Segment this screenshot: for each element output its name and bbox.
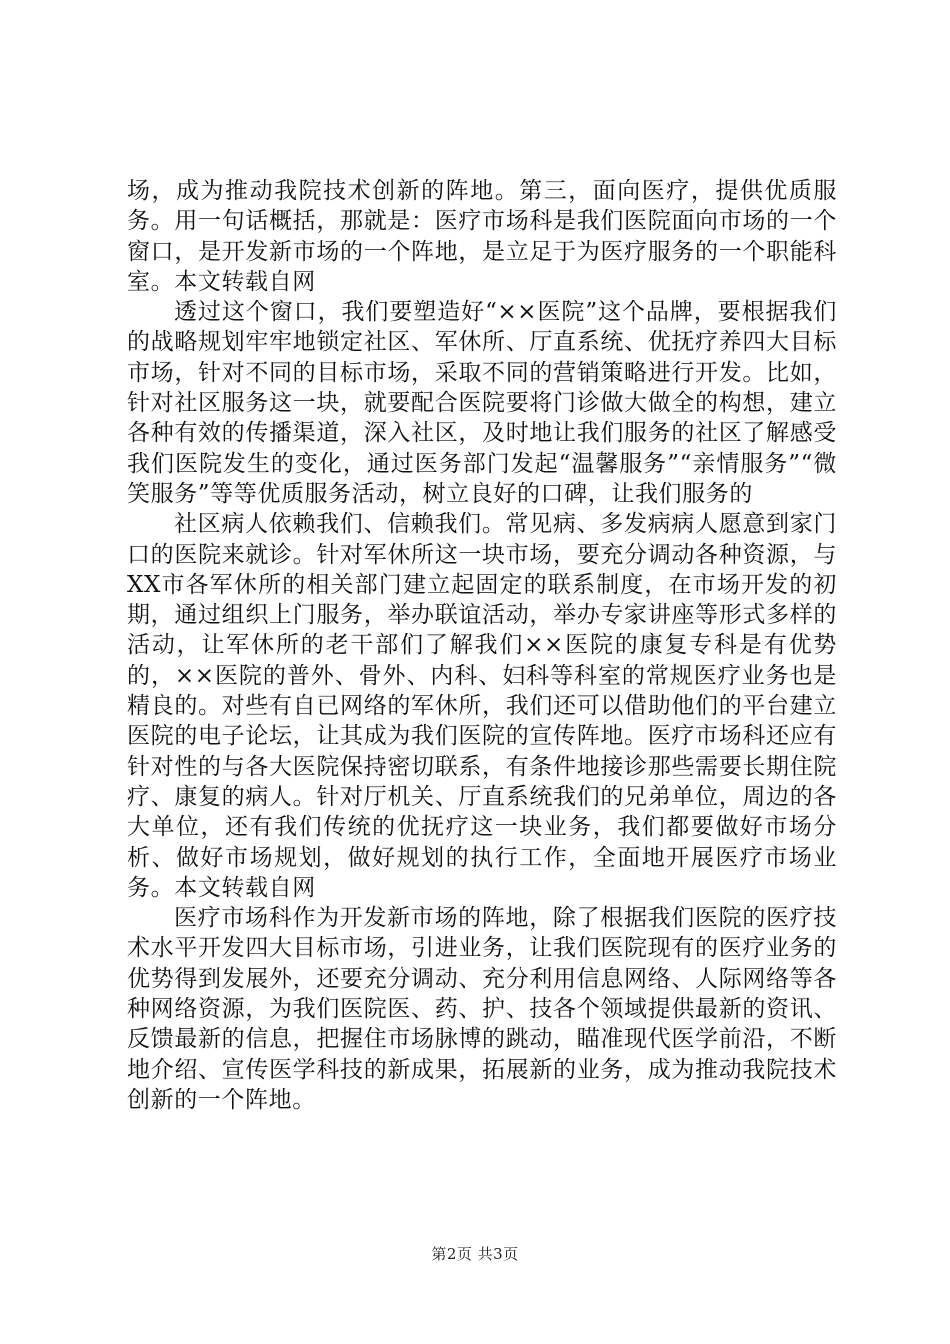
document-body (127, 176, 837, 1115)
paragraph-3: 社区病人依赖我们、信赖我们。常见病、多发病病人愿意到家门口的医院来就诊。针对军休所这一块市场，要充分调动各种资源，与XX市各军休所的相关部门建立起固定的联系制度，在市场开发的初期，通过组织上门服务，举办联谊活动，举办专家讲座等形式多样的活动，让军休所的老干部们了解我们××医院的康复专科是有优势的，××医院的普外、骨外、内科、妇科等科室的常规医疗业务也是精良的。对些有自已网络的军休所，我们还可以借助他们的平台建立医院的电子论坛，让其成为我们医院的宣传阵地。医疗市场科还应有针对性的与各大医院保持密切联系，有条件地接诊那些需要长期住院疗、康复的病人。针对厅机关、厅直系统我们的兄弟单位，周边的各大单位，还有我们传统的优抚疗这一块业务，我们都要做好市场分析、做好市场规划，做好规划的执行工作，全面地开展医疗市场业务。本文转载自网 (127, 511, 837, 901)
paragraph-2: 透过这个窗口，我们要塑造好“××医院”这个品牌，要根据我们的战略规划牢牢地锁定社区、军休所、厅直系统、优抚疗养四大目标市场，针对不同的目标市场，采取不同的营销策略进行开发。比如，针对社区服务这一块，就要配合医院要将门诊做大做全的构想，建立各种有效的传播渠道，深入社区，及时地让我们服务的社区了解感受我们医院发生的变化，通过医务部门发起“温馨服务”“亲情服务”“微笑服务”等等优质服务活动，树立良好的口碑，让我们服务的 (127, 299, 837, 507)
paragraph-1: 场，成为推动我院技术创新的阵地。第三，面向医疗，提供优质服务。用一句话概括，那就是：医疗市场科是我们医院面向市场的一个窗口，是开发新市场的一个阵地，是立足于为医疗服务的一个职能科室。本文转载自网 (127, 178, 837, 295)
paragraph-4: 医疗市场科作为开发新市场的阵地，除了根据我们医院的医疗技术水平开发四大目标市场，引进业务，让我们医院现有的医疗业务的优势得到发展外，还要充分调动、充分利用信息网络、人际网络等各种网络资源，为我们医院医、药、护、技各个领域提供最新的资讯、反馈最新的信息，把握住市场脉博的跳动，瞄准现代医学前沿，不断地介绍、宣传医学科技的新成果，拓展新的业务，成为推动我院技术创新的一个阵地。 (127, 905, 837, 1113)
page-footer: 第2页 共3页 (431, 1245, 519, 1263)
